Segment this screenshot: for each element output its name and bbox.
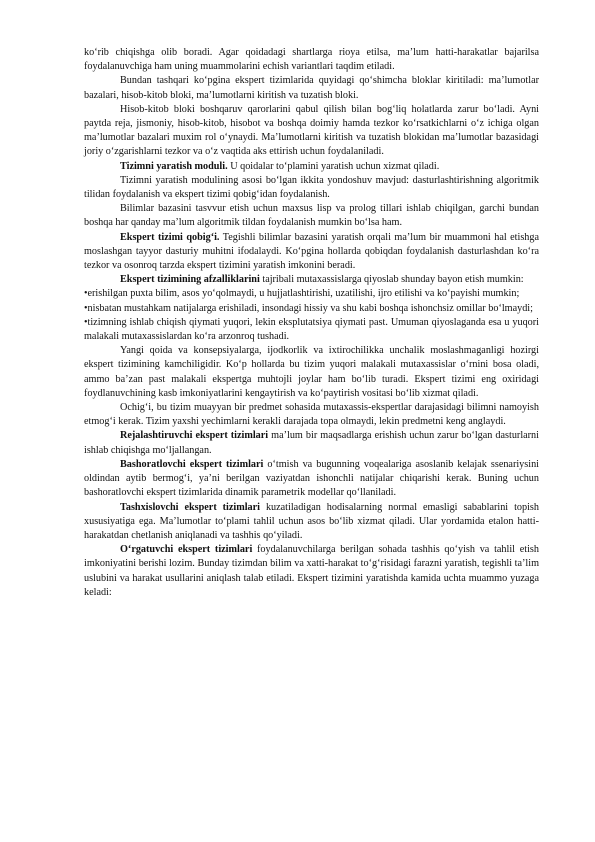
bullet-item xyxy=(84,287,539,301)
paragraph xyxy=(84,103,539,160)
paragraph-lead: Ekspert tizimi qobig‘i. xyxy=(120,231,220,243)
paragraph-text: ko‘rib chiqishga olib boradi. Agar qoidadagi shartlarga rioya etilsa, ma’lum hatti-harakatlar bajarilsa foydalanuvchiga ham uning muammolarini echish variantlari taqdim etiladi. xyxy=(84,47,539,73)
paragraph xyxy=(84,46,539,74)
paragraph xyxy=(84,74,539,102)
bullet-item xyxy=(84,316,539,344)
paragraph-text: Tizimni yaratish modulining asosi bo‘lgan ikkita yondoshuv mavjud: dasturlashtirishning algoritmik tilidan foydalanish va ekspert tizimi qobig‘idan foydalanish. xyxy=(84,174,539,201)
bullet-icon: • xyxy=(84,316,88,328)
paragraph-text: Tegishli bilimlar bazasini yaratish orqali ma’lum bir muammoni hal etishga moslashgan tayyor dasturiy muhitni ifodalaydi. Ko‘pgina hollarda qobiqdan foydalanish dasturlashdan ko‘ra tezkor va osonroq tarzda ekspert tizimini yaratish imkonini beradi. xyxy=(84,231,539,272)
paragraph xyxy=(84,160,539,174)
paragraph-lead: O‘rgatuvchi ekspert tizimlari xyxy=(120,544,253,556)
paragraph-text: Yangi qoida va konsepsiyalarga, ijodkorlik va ixtirochilikka unchalik moslashmaganligi hozirgi ekspert tizimining kamchiligidir. Ko‘p hollarda bu tizim yuqori malakali mutaxassislar o‘rnini bosa oladi, ammo ba’zan past malakali ekspertga muhtojli joylar ham bo‘lib turadi. Ekspert tizimi eng oxiridagi foydlanuvchining kasb imkoniyatlarini kengaytirish va ko‘paytirish vositasi bo‘lib xizmat qiladi. xyxy=(84,345,539,399)
paragraph-lead: Bashoratlovchi ekspert tizimlari xyxy=(120,458,264,470)
paragraph-text: Hisob-kitob bloki boshqaruv qarorlarini qabul qilish bilan bog‘liq holatlarda zarur bo‘ladi. Ayni paytda reja, jismoniy, hisob-kitob, hisobot va boshqa doimiy hamda tezkor ko‘rsatkichlarni o‘z ichiga olgan ma’lumotlar bazalari muxim rol o‘ynaydi. Ma’lumotlarni kiritish va tuzatish blokidan ma’lumotlar bazasidagi joriy o‘zgarishlarni tezkor va o‘z vaqtida aks ettirish uchun foydalaniladi. xyxy=(84,103,539,158)
paragraph-text: Bundan tashqari ko‘pgina ekspert tizimlarida quyidagi qo‘shimcha bloklar kiritiladi: ma’lumotlar bazalari, hisob-kitob bloki, ma’lumotlarni kiritish va tuzatish bloki. xyxy=(84,75,539,101)
paragraph xyxy=(84,458,539,501)
paragraph-lead: Tizimni yaratish moduli. xyxy=(120,160,228,172)
paragraph xyxy=(84,273,539,287)
paragraph-text: tizimning ishlab chiqish qiymati yuqori, lekin eksplutatsiya qiymati past. Umuman qiyoslaganda esa u yuqori malakali mutaxassislardan ko‘ra arzonroq tushadi. xyxy=(84,316,539,343)
paragraph xyxy=(84,429,539,457)
paragraph-lead: Tashxislovchi ekspert tizimlari xyxy=(120,501,260,513)
paragraph-text: Bilimlar bazasini tasvvur etish uchun maxsus lisp va prolog tillari ishlab chiqilgan, garchi bundan boshqa har qanday ma’lum algoritmik tildan foydalanish mumkin bo‘lsa ham. xyxy=(84,203,539,229)
paragraph-text: Ochig‘i, bu tizim muayyan bir predmet sohasida mutaxassis-ekspertlar darajasidagi bilimni namoyish etmog‘i kerak. Tizim yaxshi yechimlarni kerakli darajada topa olmaydi, lekin predmetni keng anglaydi. xyxy=(84,402,539,428)
paragraph xyxy=(84,401,539,429)
paragraph xyxy=(84,174,539,202)
paragraph xyxy=(84,344,539,401)
paragraph-text: foydalanuvchilarga berilgan sohada tashhis qo‘yish va tahlil etish imkoniyatini berishi lozim. Bunday tizimdan bilim va xatti-harakat to‘g‘risidagi farazni yaratish, tegishli ta’lim uslubini va harakat usullarini aniqlash talab etiladi. Ekspert tizimini yaratishda kamida uchta muammo yuzaga keladi: xyxy=(84,544,539,598)
paragraph xyxy=(84,543,539,600)
paragraph xyxy=(84,202,539,230)
paragraph-text: erishilgan puxta bilim, asos yo‘qolmaydi, u hujjatlashtirishi, uzatilishi, ijro etilishi va ko‘payishi mumkin; xyxy=(87,288,520,300)
paragraph-text: tajribali mutaxassislarga qiyoslab shunday bayon etish mumkin: xyxy=(259,274,524,286)
bullet-item xyxy=(84,302,539,316)
paragraph-text: nisbatan mustahkam natijalarga erishiladi, insondagi hissiy va shu kabi boshqa ishonchsiz omillar bo‘lmaydi; xyxy=(87,302,533,314)
paragraph-lead: Ekspert tizimining afzalliklarini xyxy=(120,274,260,286)
paragraph xyxy=(84,231,539,274)
paragraph-text: kuzatiladigan hodisalarning normal emasligi sabablarini topish xususiyatiga ega. Ma’lumotlar to‘plami tahlil uchun asos bo‘lib xizmat qiladi. Ular yordamida etalon hatti-harakatdan chetlanish aniqlanadi va tashhis qo‘yiladi. xyxy=(84,501,539,541)
paragraph-text: ma’lum bir maqsadlarga erishish uchun zarur bo‘lgan dasturlarni ishlab chiqishga mo‘ljallangan. xyxy=(84,430,539,456)
paragraph xyxy=(84,501,539,544)
paragraph-lead: Rejalashtiruvchi ekspert tizimlari xyxy=(120,430,269,442)
paragraph-text: o‘tmish va bugunning voqealariga asoslanib kelajak ssenariysini oldindan aytib bermog‘i, ya’ni berilgan vaziyatdan ishonchli natijalar chiqarishi kerak. Buning uchun bashoratlovchi ekspert tizimlarida dinamik parametrik modellar qo‘llaniladi. xyxy=(84,458,539,499)
bullet-icon: • xyxy=(84,288,88,300)
body-text xyxy=(84,46,539,600)
bullet-icon: • xyxy=(84,302,88,314)
paragraph-text: U qoidalar to‘plamini yaratish uchun xizmat qiladi. xyxy=(227,160,440,172)
